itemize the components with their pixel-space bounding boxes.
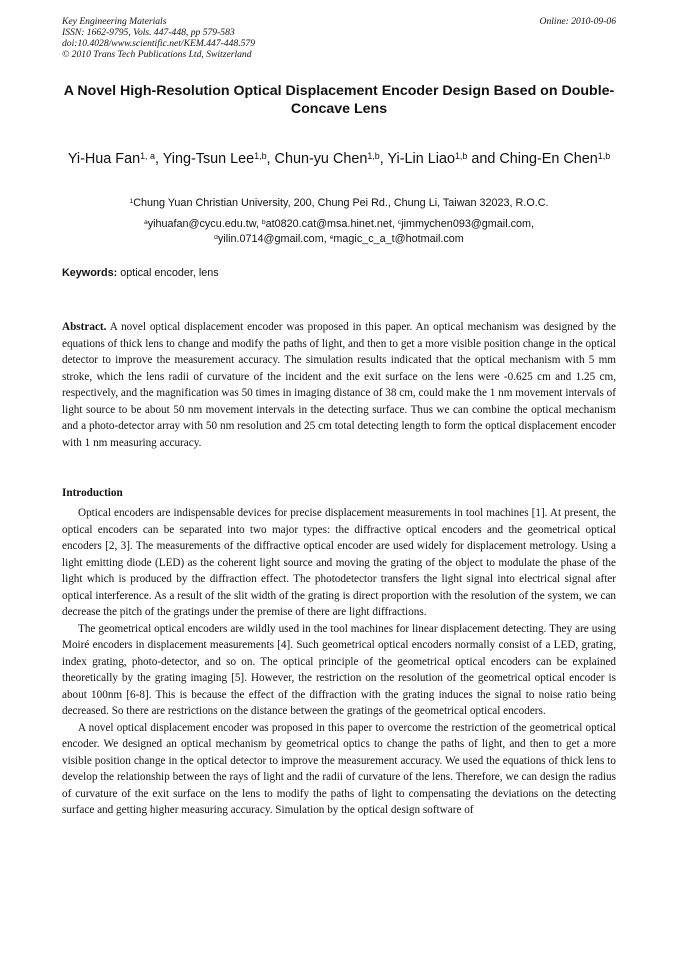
author-name: Ying-Tsun Lee <box>162 151 255 167</box>
author-affil-mark: 1, a <box>140 150 155 161</box>
keywords <box>62 266 616 280</box>
paper-title: A Novel High-Resolution Optical Displacement Encoder Design Based on Double-Concave Lens <box>63 83 615 117</box>
introduction-body <box>62 505 616 819</box>
email-link[interactable]: yihuafan@cycu.edu.tw <box>147 218 256 230</box>
abstract <box>62 319 616 451</box>
paragraph: The geometrical optical encoders are wildly used in the tool machines for linear displacement detecting. They are using Moiré encoders in displacement measurements [4]. Such geometrical optical encoders normally consist of a LED, grating, index grating, photo-detector, and so on. The optical principle of the geometrical optical encoders can be explained theoretically by the grating imaging [5]. However, the restriction on the resolution of the geometrical optical encoder is about 100nm [6-8]. This is because the effect of the diffraction with the grating induces the signal to noise ratio being decreased. So there are restrictions on the distance between the gratings of the geometrical optical encoders. <box>62 622 616 717</box>
online-date: Online: 2010-09-06 <box>539 16 616 27</box>
abstract-label: Abstract. <box>62 321 107 333</box>
email-link[interactable]: yilin.0714@gmail.com <box>217 233 324 245</box>
author-affil-mark: 1,b <box>597 150 611 161</box>
section-heading-introduction: Introduction <box>62 487 123 499</box>
affiliation-mark: 1 <box>129 198 134 205</box>
author-affil-mark: 1,b <box>367 150 380 161</box>
keywords-text: optical encoder, lens <box>117 267 219 279</box>
author-affil-mark: 1,b <box>254 150 267 161</box>
author-affil-mark: 1,b <box>454 150 468 161</box>
email-list: $^a$yihuafan@cycu.edu.tw, $^b$at0820.cat@msa.hinet.net, $^c$jimmychen093@gmail.com, $^d$yilin.0714@gmail.com, $^e$magic_c_a_t@hotmail.com <box>143 218 534 245</box>
issn-line: ISSN: 1662-9795, Vols. 447-448, pp 579-583 <box>62 27 235 38</box>
email-link[interactable]: jimmychen093@gmail.com <box>401 218 531 230</box>
journal-header <box>62 16 616 60</box>
keywords-label: Keywords: <box>62 267 118 279</box>
copyright-line: © 2010 Trans Tech Publications Ltd, Switzerland <box>62 49 252 60</box>
journal-name: Key Engineering Materials <box>62 16 167 27</box>
author-name: Yi-Lin Liao <box>387 151 455 167</box>
paragraph: Optical encoders are indispensable devices for precise displacement measurements in tool machines [1]. At present, the optical encoders can be separated into two major types: the diffractive optical encoders and the geometrical optical encoders [2, 3]. The measurements of the diffractive optical encoder are used widely for displacement metrology. Using a light emitting diode (LED) as the coherent light source and moving the grating of the object to modulate the phase of the light which is produced by the diffraction effect. The photodetector transfers the light signal into electrical signal after optical interference. As a result of the slit width of the grating is direct proportion with the resolution of the system, we can decrease the pitch of the gratings under the premise of there are light diffractions. <box>62 507 616 618</box>
doi-line: doi:10.4028/www.scientific.net/KEM.447-448.579 <box>62 38 256 49</box>
author-name: Yi-Hua Fan <box>67 151 141 167</box>
email-link[interactable]: magic_c_a_t@hotmail.com <box>333 233 464 245</box>
affiliation <box>62 196 616 210</box>
author-name: Ching-En Chen <box>499 151 598 167</box>
affiliation-text: Chung Yuan Christian University, 200, Chung Pei Rd., Chung Li, Taiwan 32023, R.O.C. <box>133 197 549 209</box>
author-name: Chun-yu Chen <box>274 151 368 167</box>
paragraph: A novel optical displacement encoder was proposed in this paper to overcome the restriction of the geometrical optical encoder. We designed an optical mechanism by geometrical optics to change the paths of light, and then to get a more visible position change in the optical detector to improve the measurement accuracy. We used the equations of thick lens to develop the relationship between the rays of light and the radii of curvature of the lens. Therefore, we can design the radius of curvature of the exit surface on the lens to modify the paths of light to compensating the deviations on the detecting surface and getting higher measuring accuracy. Simulation by the optical design software of <box>62 721 616 816</box>
author-list: Yi-Hua Fan$^{1, a}$, Ying-Tsun Lee$^{1,b}$, Chun-yu Chen$^{1,b}$, Yi-Lin Liao$^{1,b}$ and Ching-En Chen$^{1,b}$ <box>67 150 611 167</box>
email-link[interactable]: at0820.cat@msa.hinet.net <box>265 218 392 230</box>
abstract-text: A novel optical displacement encoder was proposed in this paper. An optical mechanism was designed by the equations of thick lens to change and modify the paths of light, and then to get a more visible position change in the optical detector to improve the measurement accuracy. The simulation results indicated that the optical mechanism with 5 mm stroke, which the lens radii of curvature of the incident and the exit surface on the lens were -0.625 cm and 1.25 cm, respectively, and the magnification was 50 times in imaging distance of 38 cm, could make the 1 nm movement intervals of light source to be about 50 nm movement intervals in the detecting surface. Thus we can combine the optical mechanism and a photo-detector array with 50 nm resolution and 25 cm total detecting length to form the optical displacement encoder with 1 nm measuring accuracy. <box>62 321 616 449</box>
